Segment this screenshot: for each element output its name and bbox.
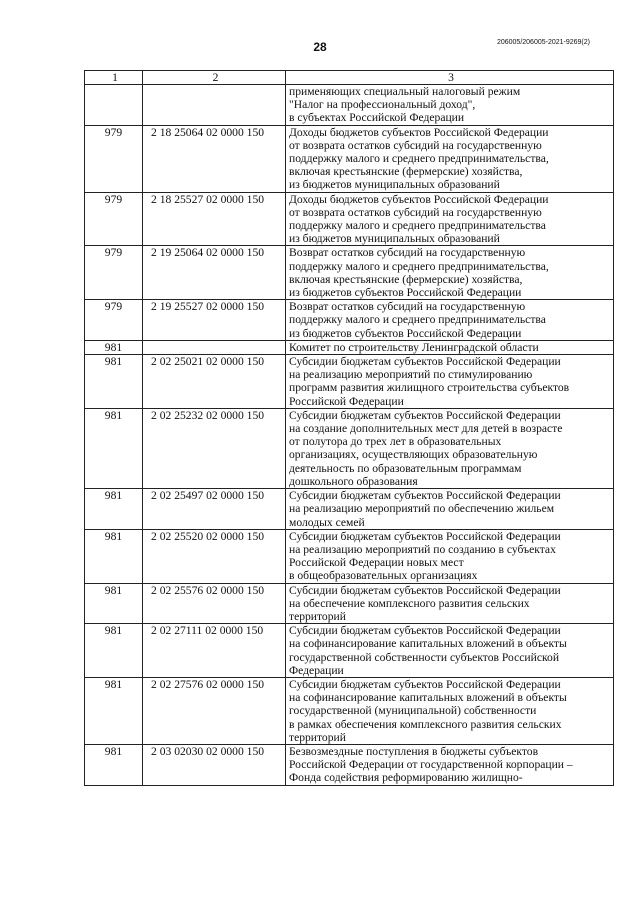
table-row xyxy=(85,408,614,488)
description-line: Субсидии бюджетам субъектов Российской Федерации xyxy=(289,583,561,597)
admin-code-cell: 981 xyxy=(85,489,143,530)
description-line: Возврат остатков субсидий на государственную xyxy=(289,246,526,260)
description-cell xyxy=(286,529,614,583)
admin-code-cell: 979 xyxy=(85,246,143,300)
table-row xyxy=(85,583,614,624)
table-row xyxy=(85,85,614,126)
description-line: территорий xyxy=(289,609,346,623)
revenue-codes-table xyxy=(84,70,614,786)
budget-code-cell: 2 02 27576 02 0000 150 xyxy=(143,677,286,744)
admin-code-cell: 981 xyxy=(85,340,143,354)
description-cell xyxy=(286,246,614,300)
admin-code-cell: 979 xyxy=(85,300,143,341)
table-row xyxy=(85,355,614,409)
description-line: включая крестьянские (фермерские) хозяйства, xyxy=(289,165,523,179)
admin-code-cell: 981 xyxy=(85,529,143,583)
description-line: на реализацию мероприятий по созданию в субъектах xyxy=(289,542,556,556)
description-cell xyxy=(286,340,614,354)
description-line: на обеспечение комплексного развития сельских xyxy=(289,596,530,610)
table-body xyxy=(85,85,614,786)
description-line: из бюджетов муниципальных образований xyxy=(289,232,500,246)
admin-code-cell: 979 xyxy=(85,192,143,246)
description-line: Субсидии бюджетам субъектов Российской Федерации xyxy=(289,677,561,691)
description-line: Федерации xyxy=(289,663,344,677)
description-line: территорий xyxy=(289,730,346,744)
column-header-1: 1 xyxy=(85,71,143,85)
description-line: поддержку малого и среднего предпринимательства xyxy=(289,313,546,327)
description-cell xyxy=(286,677,614,744)
admin-code-cell: 979 xyxy=(85,125,143,192)
budget-code-cell xyxy=(143,340,286,354)
description-line: организациях, осуществляющих образовательную xyxy=(289,448,538,462)
description-line: Субсидии бюджетам субъектов Российской Федерации xyxy=(289,624,561,638)
description-cell xyxy=(286,744,614,785)
budget-code-cell: 2 02 27111 02 0000 150 xyxy=(143,624,286,678)
description-line: Доходы бюджетов субъектов Российской Федерации xyxy=(289,125,549,139)
description-line: молодых семей xyxy=(289,515,365,529)
description-cell xyxy=(286,624,614,678)
table-row xyxy=(85,125,614,192)
budget-code-cell: 2 02 25497 02 0000 150 xyxy=(143,489,286,530)
table-row xyxy=(85,246,614,300)
budget-code-cell: 2 02 25576 02 0000 150 xyxy=(143,583,286,624)
description-line: на создание дополнительных мест для детей в возрасте xyxy=(289,422,563,436)
document-code: 206005/206005-2021-9269(2) xyxy=(496,39,590,46)
description-line: поддержку малого и среднего предпринимательства, xyxy=(289,152,549,166)
table-row xyxy=(85,192,614,246)
description-cell xyxy=(286,583,614,624)
column-header-2: 2 xyxy=(143,71,286,85)
description-line: из бюджетов субъектов Российской Федерации xyxy=(289,326,522,340)
description-line: Субсидии бюджетам субъектов Российской Федерации xyxy=(289,489,561,503)
description-line: государственной (муниципальной) собственности xyxy=(289,704,537,718)
description-line: на реализацию мероприятий по обеспечению жильем xyxy=(289,502,555,516)
description-line: из бюджетов муниципальных образований xyxy=(289,178,500,192)
description-line: Субсидии бюджетам субъектов Российской Федерации xyxy=(289,355,561,369)
description-line: государственной собственности субъектов Российской xyxy=(289,650,560,664)
table-row xyxy=(85,300,614,341)
budget-code-cell: 2 18 25064 02 0000 150 xyxy=(143,125,286,192)
description-line: от возврата остатков субсидий на государственную xyxy=(289,138,542,152)
description-cell xyxy=(286,408,614,488)
description-line: на софинансирование капитальных вложений в объекты xyxy=(289,691,567,705)
budget-code-cell: 2 19 25527 02 0000 150 xyxy=(143,300,286,341)
budget-code-cell xyxy=(143,85,286,126)
description-line: из бюджетов субъектов Российской Федерации xyxy=(289,286,522,300)
description-line: на софинансирование капитальных вложений в объекты xyxy=(289,637,567,651)
page-number: 28 xyxy=(313,40,327,54)
description-line: Российской Федерации новых мест xyxy=(289,556,464,570)
admin-code-cell: 981 xyxy=(85,677,143,744)
description-line: Фонда содействия реформированию жилищно- xyxy=(289,771,523,785)
description-line: Субсидии бюджетам субъектов Российской Федерации xyxy=(289,529,561,543)
description-cell xyxy=(286,125,614,192)
description-cell xyxy=(286,85,614,126)
admin-code-cell xyxy=(85,85,143,126)
description-cell xyxy=(286,489,614,530)
table-row xyxy=(85,489,614,530)
description-line: от полутора до трех лет в образовательных xyxy=(289,435,502,449)
description-line: Российской Федерации xyxy=(289,394,404,408)
budget-code-cell: 2 02 25520 02 0000 150 xyxy=(143,529,286,583)
description-cell xyxy=(286,300,614,341)
table-row xyxy=(85,340,614,354)
column-header-3: 3 xyxy=(286,71,614,85)
admin-code-cell: 981 xyxy=(85,583,143,624)
admin-code-cell: 981 xyxy=(85,408,143,488)
table-row xyxy=(85,529,614,583)
budget-code-cell: 2 03 02030 02 0000 150 xyxy=(143,744,286,785)
description-line: в рамках обеспечения комплексного развития сельских xyxy=(289,717,562,731)
budget-code-cell: 2 02 25232 02 0000 150 xyxy=(143,408,286,488)
description-cell xyxy=(286,355,614,409)
description-line: программ развития жилищного строительства субъектов xyxy=(289,381,570,395)
admin-code-cell: 981 xyxy=(85,744,143,785)
table-row xyxy=(85,677,614,744)
description-line: поддержку малого и среднего предпринимательства, xyxy=(289,259,549,273)
admin-code-cell: 981 xyxy=(85,624,143,678)
budget-code-cell: 2 18 25527 02 0000 150 xyxy=(143,192,286,246)
description-line: Возврат остатков субсидий на государственную xyxy=(289,300,526,314)
description-line: в субъектах Российской Федерации xyxy=(289,111,465,125)
description-line: Субсидии бюджетам субъектов Российской Федерации xyxy=(289,408,561,422)
description-line: в общеобразовательных организациях xyxy=(289,569,478,583)
table-header-row xyxy=(85,71,614,85)
budget-code-cell: 2 19 25064 02 0000 150 xyxy=(143,246,286,300)
budget-code-cell: 2 02 25021 02 0000 150 xyxy=(143,355,286,409)
description-cell xyxy=(286,192,614,246)
description-line: "Налог на профессиональный доход", xyxy=(289,98,476,112)
table-row xyxy=(85,624,614,678)
description-line: на реализацию мероприятий по стимулированию xyxy=(289,368,533,382)
description-line: от возврата остатков субсидий на государственную xyxy=(289,205,542,219)
description-line: Комитет по строительству Ленинградской области xyxy=(289,340,539,354)
description-line: Доходы бюджетов субъектов Российской Федерации xyxy=(289,192,549,206)
description-line: деятельность по образовательным программам xyxy=(289,461,522,475)
description-line: применяющих специальный налоговый режим xyxy=(289,85,521,98)
description-line: Безвозмездные поступления в бюджеты субъектов xyxy=(289,744,539,758)
admin-code-cell: 981 xyxy=(85,355,143,409)
table-row xyxy=(85,744,614,785)
description-line: поддержку малого и среднего предпринимательства xyxy=(289,219,546,233)
description-line: Российской Федерации от государственной корпорации – xyxy=(289,758,573,772)
description-line: включая крестьянские (фермерские) хозяйства, xyxy=(289,272,523,286)
description-line: дошкольного образования xyxy=(289,474,418,488)
